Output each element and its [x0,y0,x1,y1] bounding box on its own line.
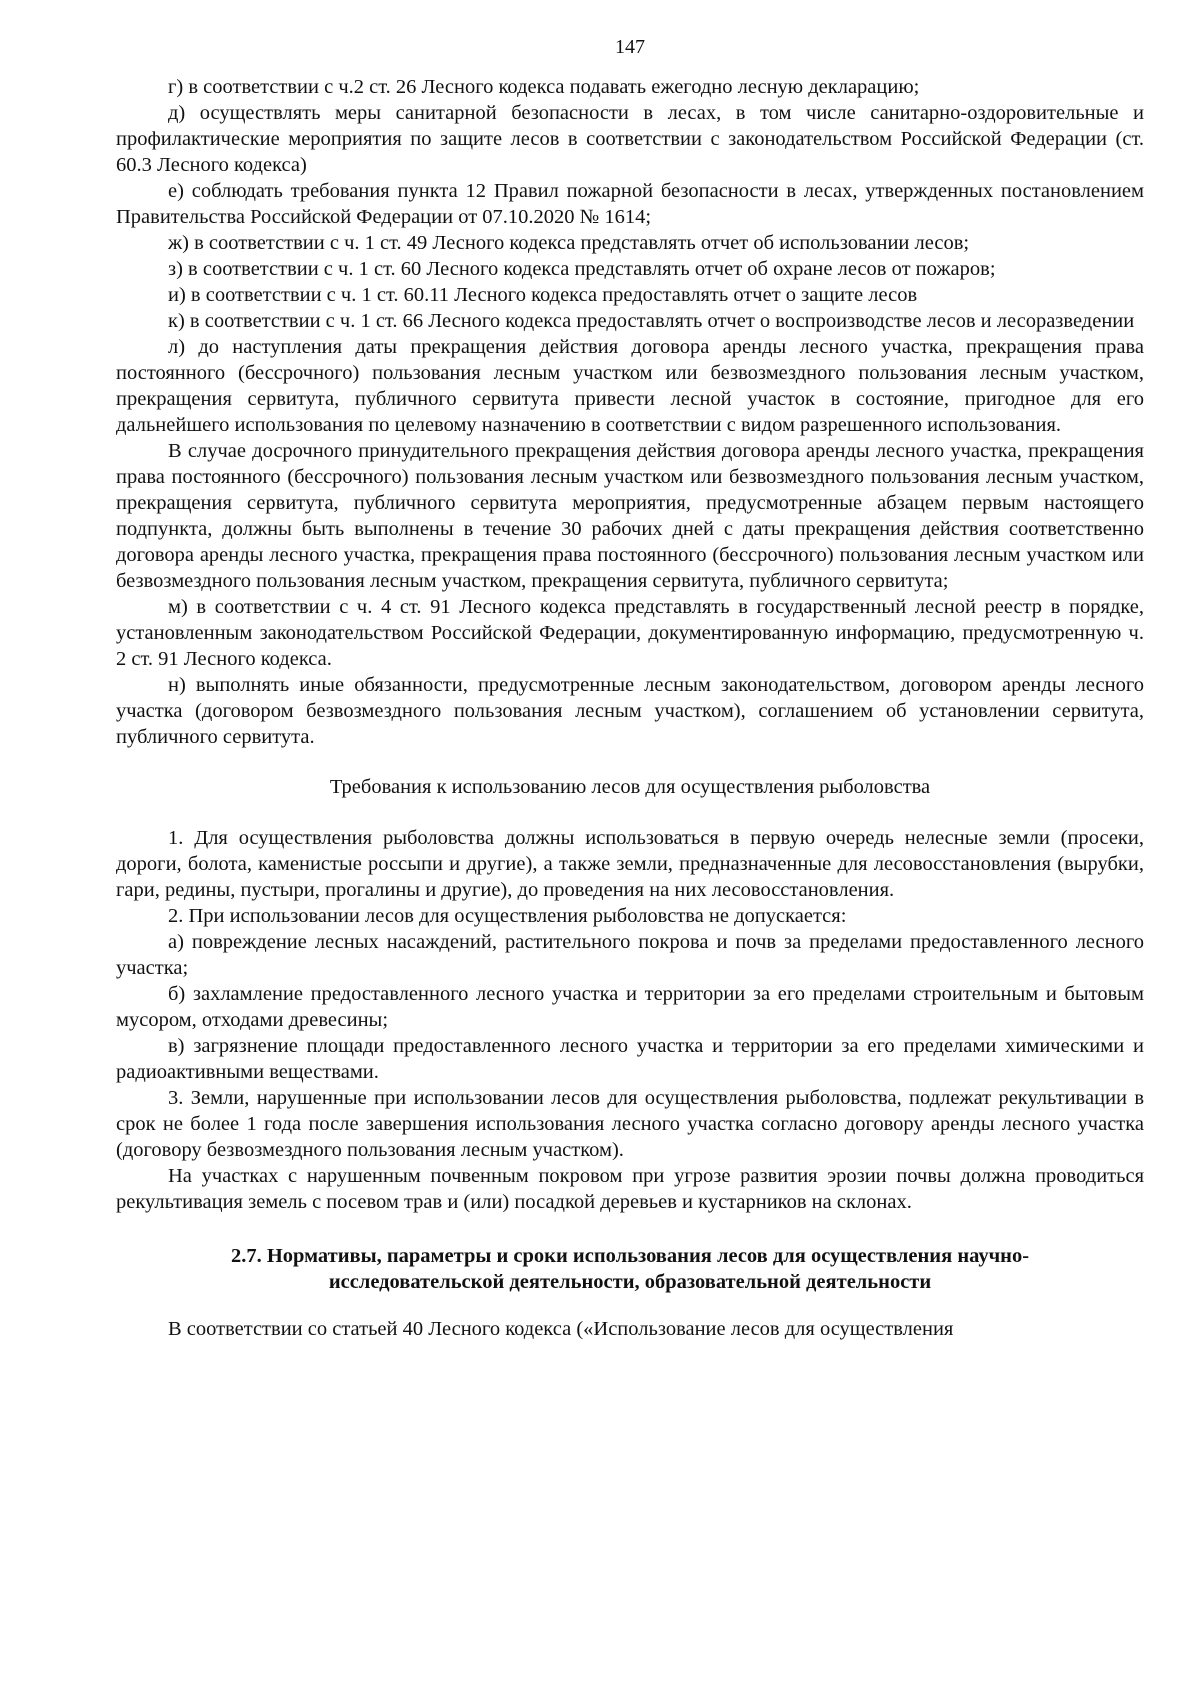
page-number: 147 [615,36,645,58]
paragraph: 3. Земли, нарушенные при использовании лесов для осуществления рыболовства, подлежат рекультивации в срок не более 1 года после завершения использования лесного участка согласно договору аренды лесного участка (договору безвозмездного пользования лесным участком). [116,1087,1144,1161]
paragraph: 2. При использовании лесов для осуществления рыболовства не допускается: [168,905,847,927]
paragraph: 1. Для осуществления рыболовства должны использоваться в первую очередь нелесные земли (просеки, дороги, болота, каменистые россыпи и другие), а также земли, предназначенные для лесовосстановления (вырубки, гари, редины, пустыри, прогалины и другие), до проведения на них лесовосстановления. [116,827,1144,901]
section-title-line: исследовательской деятельности, образовательной деятельности [328,1271,932,1293]
paragraph: з) в соответствии с ч. 1 ст. 60 Лесного кодекса представлять отчет об охране лесов от пожаров; [168,258,996,280]
subsection-heading: Требования к использованию лесов для осуществления рыболовства [329,776,931,798]
section-title [116,1243,1144,1295]
paragraph: ж) в соответствии с ч. 1 ст. 49 Лесного кодекса представлять отчет об использовании лесов; [168,232,970,254]
paragraph: д) осуществлять меры санитарной безопасности в лесах, в том числе санитарно-оздоровительные и профилактические мероприятия по защите лесов в соответствии с законодательством Российской Федерации (ст. 60.3 Лесного кодекса) [116,102,1144,176]
obligations-list [116,74,1144,750]
paragraph: н) выполнять иные обязанности, предусмотренные лесным законодательством, договором аренды лесного участка (договором безвозмездного пользования лесным участком), соглашением об установлении сервитута, публичного сервитута. [116,674,1144,748]
paragraph: м) в соответствии с ч. 4 ст. 91 Лесного кодекса представлять в государственный лесной реестр в порядке, установленным законодательством Российской Федерации, документированную информацию, предусмотренную ч. 2 ст. 91 Лесного кодекса. [116,596,1144,670]
paragraph: и) в соответствии с ч. 1 ст. 60.11 Лесного кодекса предоставлять отчет о защите лесов [168,284,918,306]
paragraph: г) в соответствии с ч.2 ст. 26 Лесного кодекса подавать ежегодно лесную декларацию; [168,76,920,98]
paragraph: а) повреждение лесных насаждений, растительного покрова и почв за пределами предоставленного лесного участка; [116,931,1144,979]
paragraph: б) захламление предоставленного лесного участка и территории за его пределами строительным и бытовым мусором, отходами древесины; [116,983,1144,1031]
section-title-line: 2.7. Нормативы, параметры и сроки использования лесов для осуществления научно- [230,1245,1030,1267]
paragraph: л) до наступления даты прекращения действия договора аренды лесного участка, прекращения права постоянного (бессрочного) пользования лесным участком или безвозмездного пользования лесным участком, прекращения сервитута, публичного сервитута привести лесной участок в состояние, пригодное для его дальнейшего использования по целевому назначению в соответствии с видом разрешенного использования. [116,336,1144,436]
paragraph: На участках с нарушенным почвенным покровом при угрозе развития эрозии почвы должна проводиться рекультивация земель с посевом трав и (или) посадкой деревьев и кустарников на склонах. [116,1165,1144,1213]
fishing-requirements [116,825,1144,1215]
paragraph: В случае досрочного принудительного прекращения действия договора аренды лесного участка, прекращения права постоянного (бессрочного) пользования лесным участком или безвозмездного пользования лесным участком, прекращения сервитута, публичного сервитута мероприятия, предусмотренные абзацем первым настоящего подпункта, должны быть выполнены в течение 30 рабочих дней с даты прекращения действия соответственно договора аренды лесного участка, прекращения права постоянного (бессрочного) пользования лесным участком или безвозмездного пользования лесным участком, прекращения сервитута, публичного сервитута; [116,440,1144,592]
paragraph: к) в соответствии с ч. 1 ст. 66 Лесного кодекса предоставлять отчет о воспроизводстве лесов и лесоразведении [168,310,1135,332]
paragraph: в) загрязнение площади предоставленного лесного участка и территории за его пределами химическими и радиоактивными веществами. [116,1035,1144,1083]
paragraph: В соответствии со статьей 40 Лесного кодекса («Использование лесов для осуществления [168,1318,954,1340]
paragraph: е) соблюдать требования пункта 12 Правил пожарной безопасности в лесах, утвержденных постановлением Правительства Российской Федерации от 07.10.2020 № 1614; [116,180,1144,228]
